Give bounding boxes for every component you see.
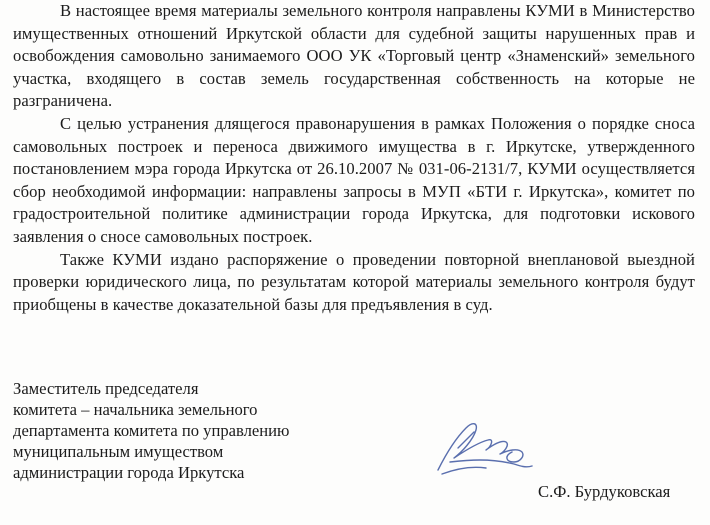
signatory-title — [13, 378, 373, 483]
paragraph-repeat-inspection: Также КУМИ издано распоряжение о проведении повторной внеплановой выездной проверки юридического лица, по результатам которой материалы земельного контроля будут приобщены в качестве доказательной базы для предъявления в суд. — [13, 249, 695, 314]
letter-body — [13, 0, 695, 316]
paragraph-materials-sent: В настоящее время материалы земельного контроля направлены КУМИ в Министерство имущественных отношений Иркутской области для судебной защиты нарушенных прав и освобождения самовольно занимаемого ООО УК «Торговый центр «Знаменский» земельного участка, входящего в состав земель государственная собственность на которые не разграничена. — [13, 1, 695, 111]
paragraph-information-collection: С целью устранения длящегося правонарушения в рамках Положения о порядке сноса самовольных построек и переноса движимого имущества в г. Иркутске, утвержденного постановлением мэра города Иркутска от 26.10.2007 № 031-06-2131/7, КУМИ осуществляется сбор необходимой информации: направлены запросы в МУП «БТИ г. Иркутска», комитет по градостроительной политике администрации города Иркутска, для подготовки искового заявления о сносе самовольных построек. — [13, 113, 695, 246]
handwritten-signature — [428, 418, 538, 480]
signatory-title-line: комитета – начальника земельного — [13, 400, 258, 419]
signatory-title-line: администрации города Иркутска — [13, 463, 245, 482]
signatory-title-line: Заместитель председателя — [13, 379, 199, 398]
signer-name: С.Ф. Бурдуковская — [538, 482, 671, 501]
signature-stroke — [442, 467, 486, 474]
signatory-title-line: муниципальным имуществом — [13, 442, 224, 461]
signatory-title-line: департамента комитета по управлению — [13, 421, 290, 440]
signature-stroke — [450, 460, 532, 467]
